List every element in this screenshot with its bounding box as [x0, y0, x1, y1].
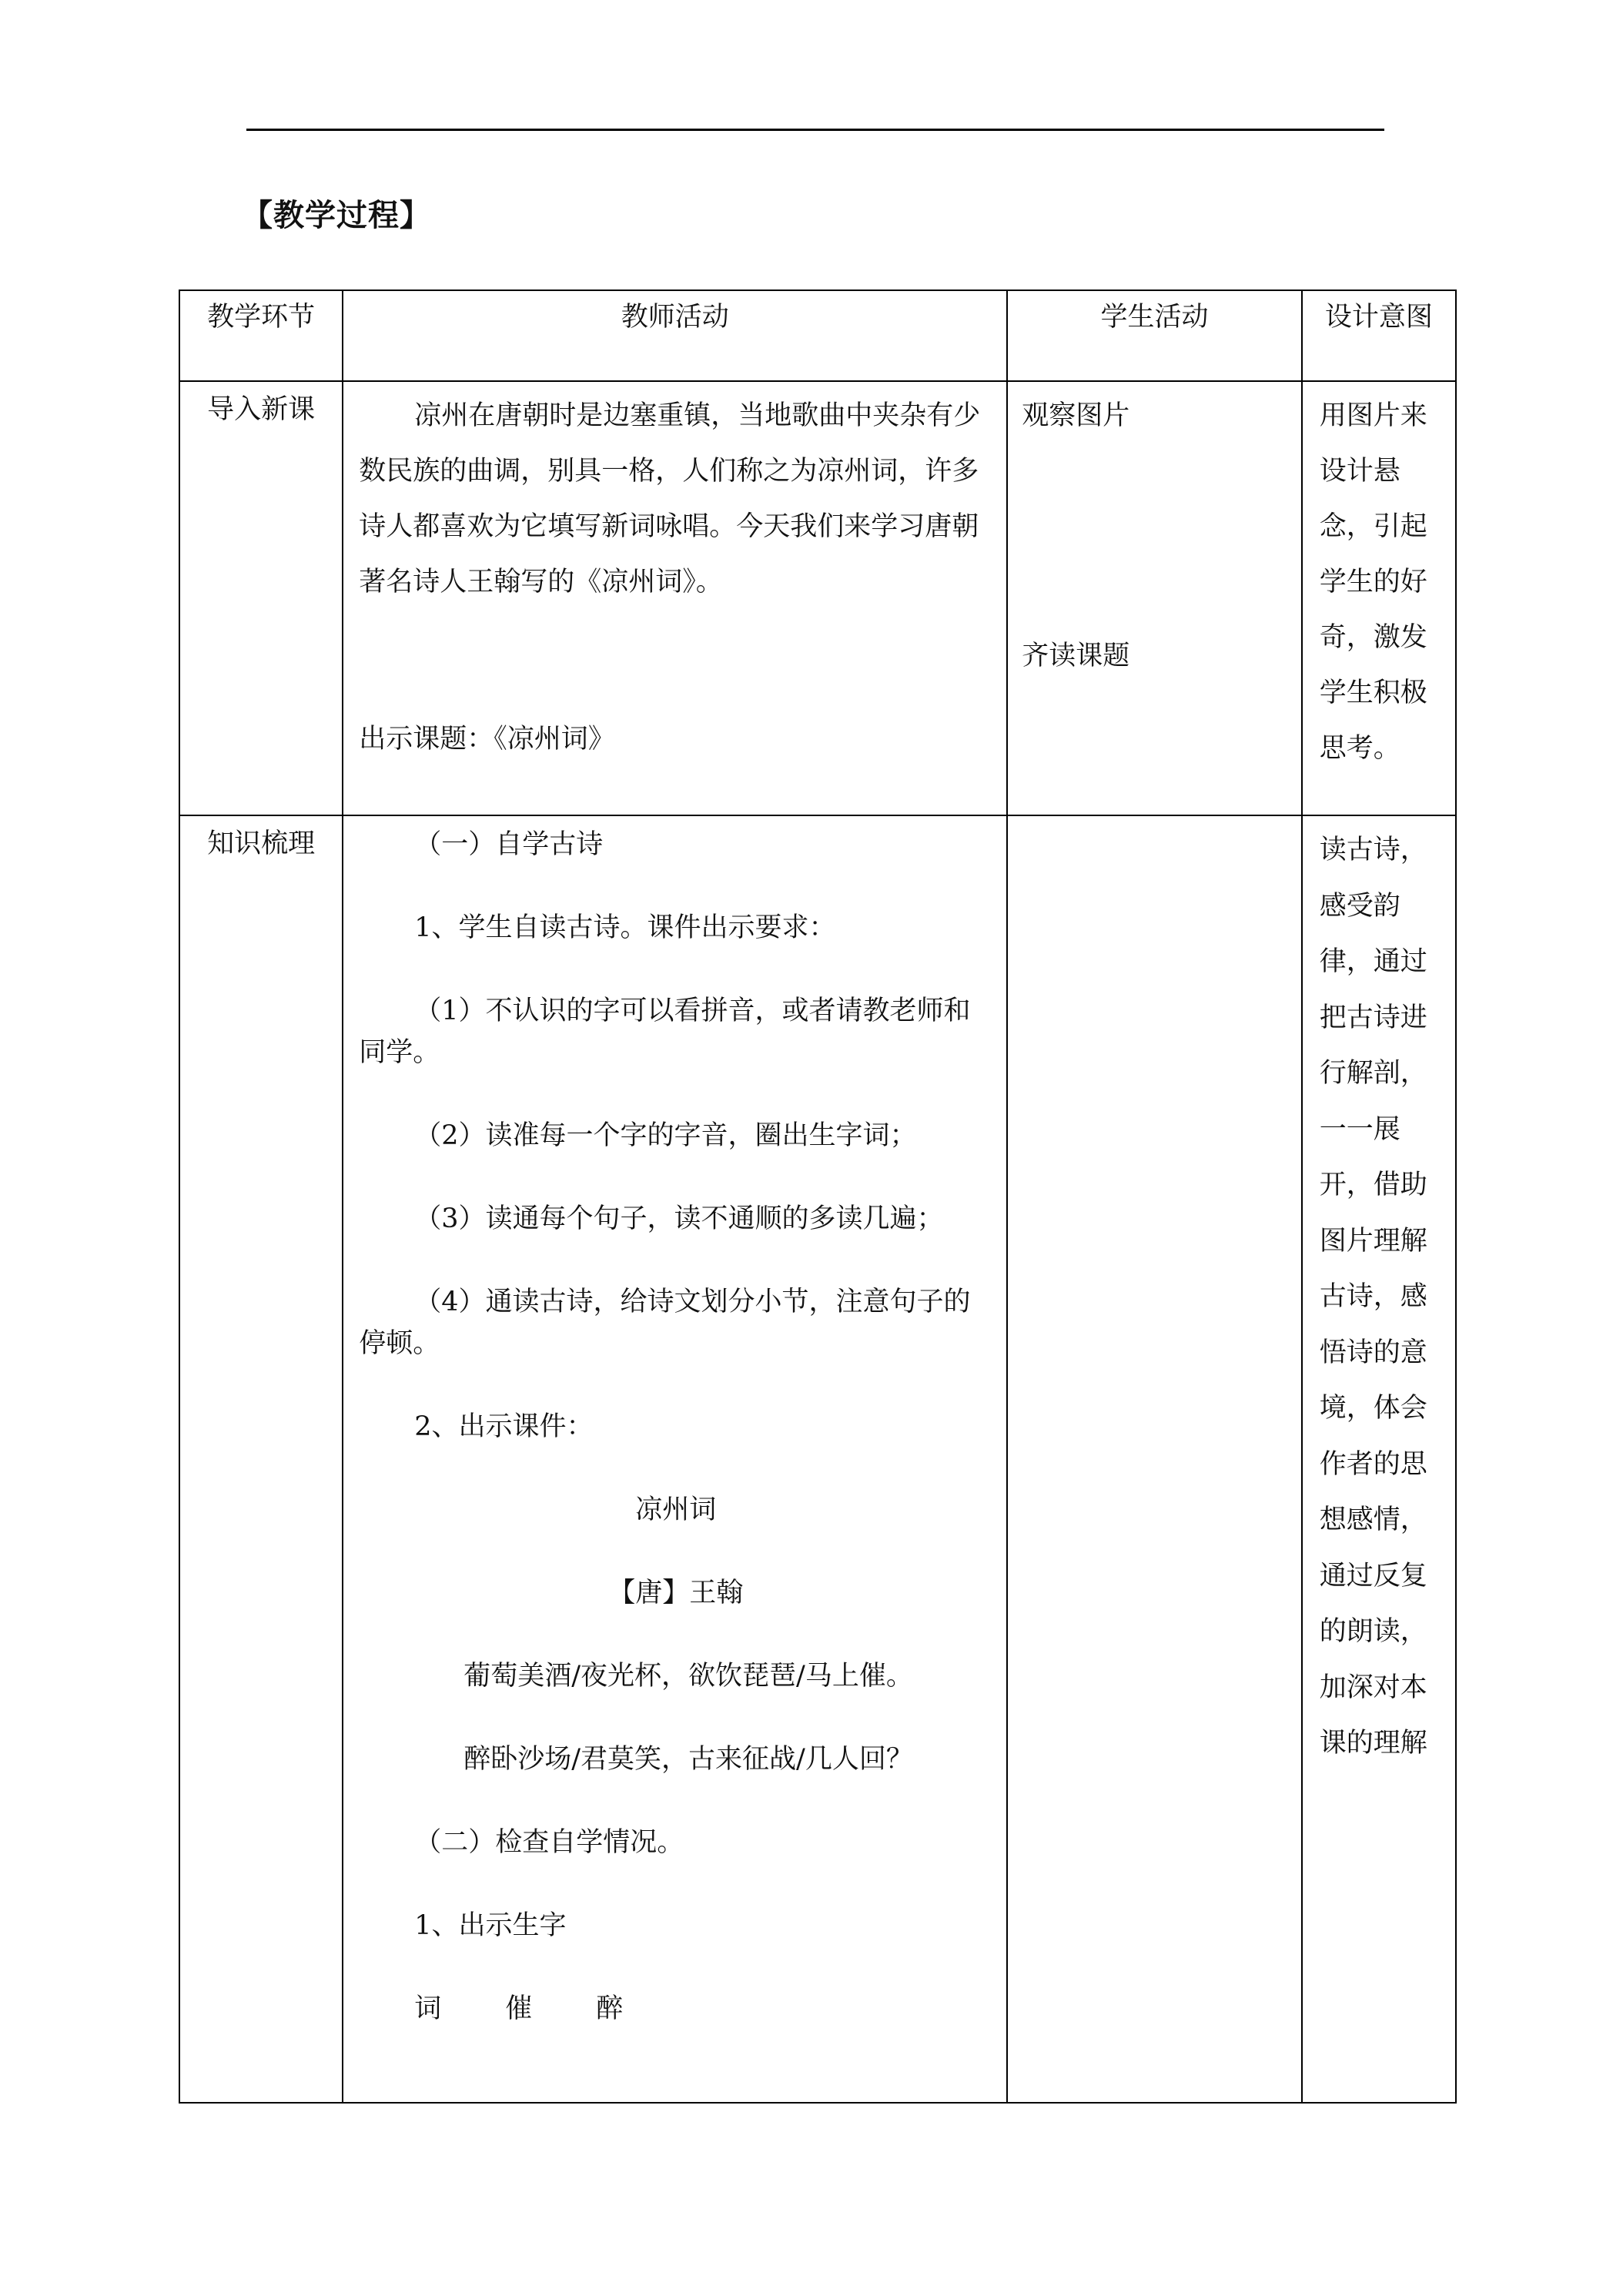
header-stage: 教学环节	[179, 290, 343, 381]
new-character: 醉	[596, 1993, 624, 2024]
student-activity-cell	[1007, 815, 1301, 2103]
step2-text: 2、出示课件：	[414, 1411, 594, 1442]
new-character: 催	[505, 1993, 533, 2024]
header-student-activity: 学生活动	[1007, 290, 1301, 381]
design-intent-cell: 用图片来设计悬念，引起学生的好奇，激发学生积极思考。	[1302, 381, 1456, 815]
header-design-intent: 设计意图	[1302, 290, 1456, 381]
new-characters	[359, 1988, 992, 2030]
poem-line: 醉卧沙场/君莫笑，古来征战/几人回？	[463, 1744, 913, 1775]
student-activity-cell	[1007, 381, 1301, 815]
teaching-process-table	[179, 290, 1457, 2104]
part2-title: （二）检查自学情况。	[414, 1827, 684, 1858]
requirement-1: （1）不认识的字可以看拼音，或者请教老师和同学。	[359, 996, 971, 1068]
poem-line: 葡萄美酒/夜光杯，欲饮琵琶/马上催。	[463, 1661, 913, 1692]
table-row-knowledge	[179, 815, 1456, 2103]
requirement-4: （4）通读古诗，给诗文划分小节，注意句子的停顿。	[359, 1287, 971, 1359]
poem-author: 【唐】王翰	[608, 1578, 744, 1608]
table-row-intro	[179, 381, 1456, 815]
new-character: 词	[414, 1993, 442, 2024]
student-activity-item: 观察图片	[1022, 400, 1130, 431]
header-rule	[246, 129, 1384, 131]
poem-title: 凉州词	[635, 1494, 717, 1525]
requirement-2: （2）读准每一个字的字音，圈出生字词；	[414, 1120, 917, 1151]
part1-title: （一）自学古诗	[414, 829, 604, 860]
intro-paragraph: 凉州在唐朝时是边塞重镇，当地歌曲中夹杂有少数民族的曲调，别具一格，人们称之为凉州词，许多诗人都喜欢为它填写新词咏唱。今天我们来学习唐朝著名诗人王翰写的《凉州词》。	[359, 400, 981, 597]
design-intent-cell: 读古诗，感受韵律，通过把古诗进行解剖，一一展开，借助图片理解古诗，感悟诗的意境，体会作者的思想感情，通过反复的朗读，加深对本课的理解	[1302, 815, 1456, 2103]
stage-cell: 知识梳理	[179, 815, 343, 2103]
show-title-text: 出示课题：《凉州词》	[359, 724, 615, 755]
teacher-activity-cell	[343, 815, 1007, 2103]
step1-text: 1、学生自读古诗。课件出示要求：	[414, 912, 836, 943]
stage-cell: 导入新课	[179, 381, 343, 815]
header-teacher-activity: 教师活动	[343, 290, 1007, 381]
teacher-activity-cell	[343, 381, 1007, 815]
section-title: 【教学过程】	[242, 198, 431, 233]
table-header-row	[179, 290, 1456, 381]
student-activity-item: 齐读课题	[1022, 641, 1130, 671]
part2-step1: 1、出示生字	[414, 1910, 567, 1941]
requirement-3: （3）读通每个句子，读不通顺的多读几遍；	[414, 1203, 944, 1234]
